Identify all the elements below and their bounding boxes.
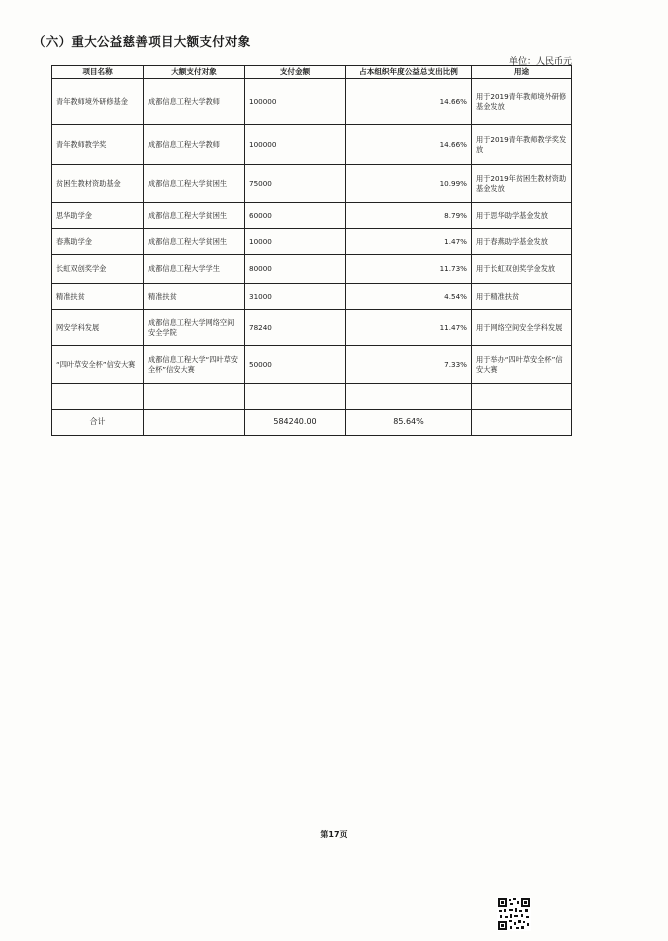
table-row — [52, 229, 572, 255]
cell-ratio: 14.66% — [346, 125, 472, 165]
cell-ratio: 14.66% — [346, 79, 472, 125]
header-project-name: 项目名称 — [52, 66, 144, 79]
cell-ratio: 11.73% — [346, 255, 472, 284]
cell-payee — [144, 384, 245, 410]
cell-payee: 成都信息工程大学教师 — [144, 125, 245, 165]
payment-table — [51, 65, 572, 436]
header-ratio: 占本组织年度公益总支出比例 — [346, 66, 472, 79]
qr-code-icon — [497, 897, 531, 931]
table-row — [52, 165, 572, 203]
header-amount: 支付金额 — [245, 66, 346, 79]
cell-ratio: 7.33% — [346, 346, 472, 384]
cell-project-name: 青年教师教学奖 — [52, 125, 144, 165]
cell-ratio — [346, 384, 472, 410]
cell-ratio: 11.47% — [346, 310, 472, 346]
total-purpose-empty — [472, 410, 572, 436]
total-ratio: 85.64% — [346, 410, 472, 436]
table-row — [52, 255, 572, 284]
cell-purpose: 用于精准扶贫 — [472, 284, 572, 310]
cell-purpose: 用于长虹双创奖学金发放 — [472, 255, 572, 284]
cell-ratio: 8.79% — [346, 203, 472, 229]
cell-purpose: 用于2019青年教师境外研修基金发放 — [472, 79, 572, 125]
cell-purpose: 用于思华助学基金发放 — [472, 203, 572, 229]
cell-project-name: 网安学科发展 — [52, 310, 144, 346]
cell-amount: 31000 — [245, 284, 346, 310]
cell-project-name — [52, 384, 144, 410]
cell-ratio: 10.99% — [346, 165, 472, 203]
cell-amount — [245, 384, 346, 410]
cell-project-name: 贫困生教材资助基金 — [52, 165, 144, 203]
cell-amount: 100000 — [245, 79, 346, 125]
cell-purpose: 用于2019青年教师教学奖发放 — [472, 125, 572, 165]
table-row — [52, 203, 572, 229]
cell-amount: 10000 — [245, 229, 346, 255]
section-title: （六）重大公益慈善项目大额支付对象 — [33, 34, 251, 49]
cell-purpose: 用于春燕助学基金发放 — [472, 229, 572, 255]
cell-amount: 50000 — [245, 346, 346, 384]
table-row — [52, 125, 572, 165]
table-header-row — [52, 66, 572, 79]
cell-payee: 成都信息工程大学“四叶草安全杯”信安大赛 — [144, 346, 245, 384]
cell-amount: 78240 — [245, 310, 346, 346]
cell-payee: 成都信息工程大学学生 — [144, 255, 245, 284]
cell-purpose — [472, 384, 572, 410]
cell-payee: 成都信息工程大学教师 — [144, 79, 245, 125]
cell-payee: 精准扶贫 — [144, 284, 245, 310]
cell-project-name: 长虹双创奖学金 — [52, 255, 144, 284]
unit-label: 单位：人民币元 — [508, 57, 572, 67]
cell-project-name: 思华助学金 — [52, 203, 144, 229]
header-purpose: 用途 — [472, 66, 572, 79]
cell-payee: 成都信息工程大学贫困生 — [144, 165, 245, 203]
cell-amount: 60000 — [245, 203, 346, 229]
cell-amount: 100000 — [245, 125, 346, 165]
page-number: 第17页 — [320, 830, 348, 839]
table-row-empty — [52, 384, 572, 410]
cell-payee: 成都信息工程大学网络空间安全学院 — [144, 310, 245, 346]
total-amount: 584240.00 — [245, 410, 346, 436]
table-row — [52, 284, 572, 310]
cell-purpose: 用于网络空间安全学科发展 — [472, 310, 572, 346]
cell-purpose: 用于举办“四叶草安全杯”信安大赛 — [472, 346, 572, 384]
cell-payee: 成都信息工程大学贫困生 — [144, 203, 245, 229]
cell-payee: 成都信息工程大学贫困生 — [144, 229, 245, 255]
table-row — [52, 79, 572, 125]
cell-amount: 80000 — [245, 255, 346, 284]
cell-ratio: 4.54% — [346, 284, 472, 310]
cell-amount: 75000 — [245, 165, 346, 203]
cell-ratio: 1.47% — [346, 229, 472, 255]
table-row — [52, 346, 572, 384]
cell-purpose: 用于2019年贫困生教材资助基金发放 — [472, 165, 572, 203]
total-payee-empty — [144, 410, 245, 436]
header-payee: 大额支付对象 — [144, 66, 245, 79]
cell-project-name: “四叶草安全杯”信安大赛 — [52, 346, 144, 384]
total-label: 合计 — [52, 410, 144, 436]
table-row — [52, 310, 572, 346]
cell-project-name: 青年教师境外研修基金 — [52, 79, 144, 125]
total-row — [52, 410, 572, 436]
cell-project-name: 春燕助学金 — [52, 229, 144, 255]
cell-project-name: 精准扶贫 — [52, 284, 144, 310]
